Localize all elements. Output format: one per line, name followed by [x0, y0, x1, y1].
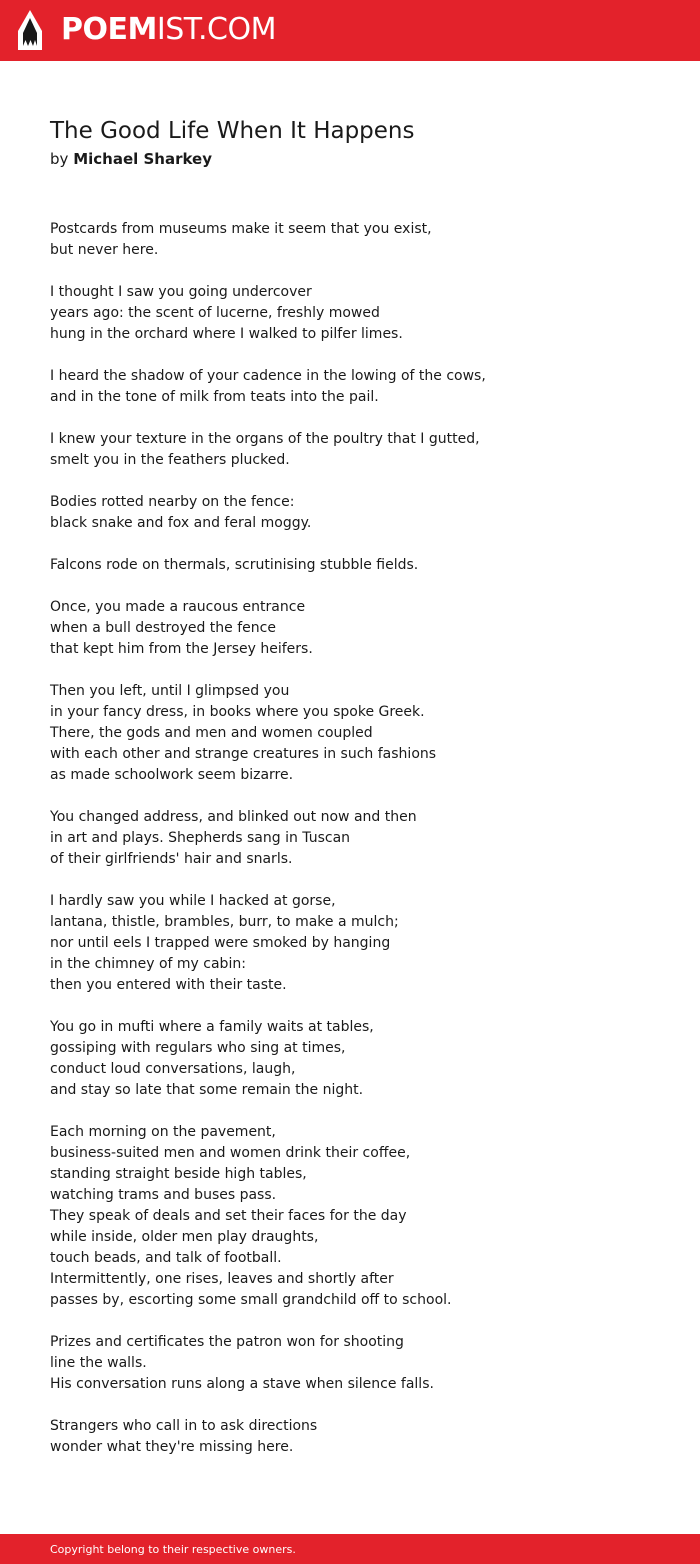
- stanza-gap: [50, 870, 670, 891]
- poem-line: of their girlfriends' hair and snarls.: [50, 851, 293, 867]
- poem-line: that kept him from the Jersey heifers.: [50, 641, 313, 657]
- logo-brand-light: IST.COM: [156, 12, 276, 47]
- poem-stanza: [50, 366, 670, 408]
- stanza-gap: [50, 1101, 670, 1122]
- poem-line: Strangers who call in to ask directions: [50, 1418, 318, 1434]
- poem-line: Falcons rode on thermals, scrutinising stubble fields.: [50, 557, 419, 573]
- poem-line: Then you left, until I glimpsed you: [50, 683, 290, 699]
- stanza-gap: [50, 996, 670, 1017]
- poem-line: nor until eels I trapped were smoked by hanging: [50, 935, 391, 951]
- poem-stanza: [50, 1122, 670, 1311]
- stanza-gap: [50, 261, 670, 282]
- poem-line: and in the tone of milk from teats into the pail.: [50, 389, 379, 405]
- poem-line: hung in the orchard where I walked to pilfer limes.: [50, 326, 403, 342]
- stanza-gap: [50, 1311, 670, 1332]
- poem-line: Postcards from museums make it seem that you exist,: [50, 221, 432, 237]
- poem-stanza: [50, 1416, 670, 1458]
- poem-line: then you entered with their taste.: [50, 977, 287, 993]
- stanza-gap: [50, 345, 670, 366]
- poem-line: I thought I saw you going undercover: [50, 284, 312, 300]
- site-logo[interactable]: [61, 12, 276, 48]
- poem-line: Once, you made a raucous entrance: [50, 599, 306, 615]
- poem-line: as made schoolwork seem bizarre.: [50, 767, 294, 783]
- poem-stanza: [50, 1017, 670, 1101]
- poem-stanza: [50, 681, 670, 786]
- poem-line: when a bull destroyed the fence: [50, 620, 276, 636]
- poem-stanza: [50, 891, 670, 996]
- logo-brand-bold: POEM: [61, 12, 157, 47]
- stanza-gap: [50, 408, 670, 429]
- site-header: [0, 0, 700, 61]
- site-footer: [0, 1534, 700, 1564]
- poem-line: They speak of deals and set their faces for the day: [50, 1208, 407, 1224]
- poem-line: smelt you in the feathers plucked.: [50, 452, 290, 468]
- poem-line: I heard the shadow of your cadence in the lowing of the cows,: [50, 368, 486, 384]
- poem-title: The Good Life When It Happens: [50, 118, 415, 144]
- copyright-text: Copyright belong to their respective owners.: [50, 1543, 296, 1556]
- poem-line: Bodies rotted nearby on the fence:: [50, 494, 295, 510]
- poem-line: years ago: the scent of lucerne, freshly mowed: [50, 305, 380, 321]
- stanza-gap: [50, 1395, 670, 1416]
- poem-line: line the walls.: [50, 1355, 147, 1371]
- poem-line: and stay so late that some remain the night.: [50, 1082, 364, 1098]
- poem-line: wonder what they're missing here.: [50, 1439, 294, 1455]
- poem-stanza: [50, 429, 670, 471]
- stanza-gap: [50, 576, 670, 597]
- poem-stanza: [50, 282, 670, 345]
- poem-line: black snake and fox and feral moggy.: [50, 515, 312, 531]
- poem-line: in your fancy dress, in books where you spoke Greek.: [50, 704, 425, 720]
- poem-line: Intermittently, one rises, leaves and shortly after: [50, 1271, 394, 1287]
- poem-stanza: [50, 492, 670, 534]
- poem-line: with each other and strange creatures in such fashions: [50, 746, 437, 762]
- poem-line: Prizes and certificates the patron won for shooting: [50, 1334, 404, 1350]
- poem-stanza: [50, 555, 670, 576]
- poem-line: in the chimney of my cabin:: [50, 956, 246, 972]
- poem-line: His conversation runs along a stave when silence falls.: [50, 1376, 434, 1392]
- poem-line: You changed address, and blinked out now and then: [50, 809, 417, 825]
- poem-stanza: [50, 219, 670, 261]
- byline-by-label: by: [50, 150, 69, 168]
- poem-line: while inside, older men play draughts,: [50, 1229, 319, 1245]
- poem-line: passes by, escorting some small grandchild off to school.: [50, 1292, 452, 1308]
- poem-line: You go in mufti where a family waits at tables,: [50, 1019, 374, 1035]
- poem-stanza: [50, 807, 670, 870]
- stanza-gap: [50, 786, 670, 807]
- poem-line: touch beads, and talk of football.: [50, 1250, 282, 1266]
- poem-stanza: [50, 1332, 670, 1395]
- poem-line: business-suited men and women drink their coffee,: [50, 1145, 411, 1161]
- poem-line: in art and plays. Shepherds sang in Tuscan: [50, 830, 351, 846]
- pencil-tip-icon[interactable]: [17, 9, 43, 51]
- stanza-gap: [50, 471, 670, 492]
- poem-line: I hardly saw you while I hacked at gorse,: [50, 893, 336, 909]
- poem-body: [50, 219, 670, 1458]
- poem-line: but never here.: [50, 242, 159, 258]
- poem-line: watching trams and buses pass.: [50, 1187, 277, 1203]
- poem-line: standing straight beside high tables,: [50, 1166, 307, 1182]
- poem-line: There, the gods and men and women coupled: [50, 725, 373, 741]
- poem-line: lantana, thistle, brambles, burr, to make a mulch;: [50, 914, 399, 930]
- stanza-gap: [50, 660, 670, 681]
- poem-line: Each morning on the pavement,: [50, 1124, 276, 1140]
- author-name: Michael Sharkey: [73, 150, 213, 168]
- stanza-gap: [50, 534, 670, 555]
- poem-line: gossiping with regulars who sing at times,: [50, 1040, 346, 1056]
- byline: [50, 149, 212, 169]
- poem-line: conduct loud conversations, laugh,: [50, 1061, 296, 1077]
- poem-line: I knew your texture in the organs of the poultry that I gutted,: [50, 431, 480, 447]
- poem-stanza: [50, 597, 670, 660]
